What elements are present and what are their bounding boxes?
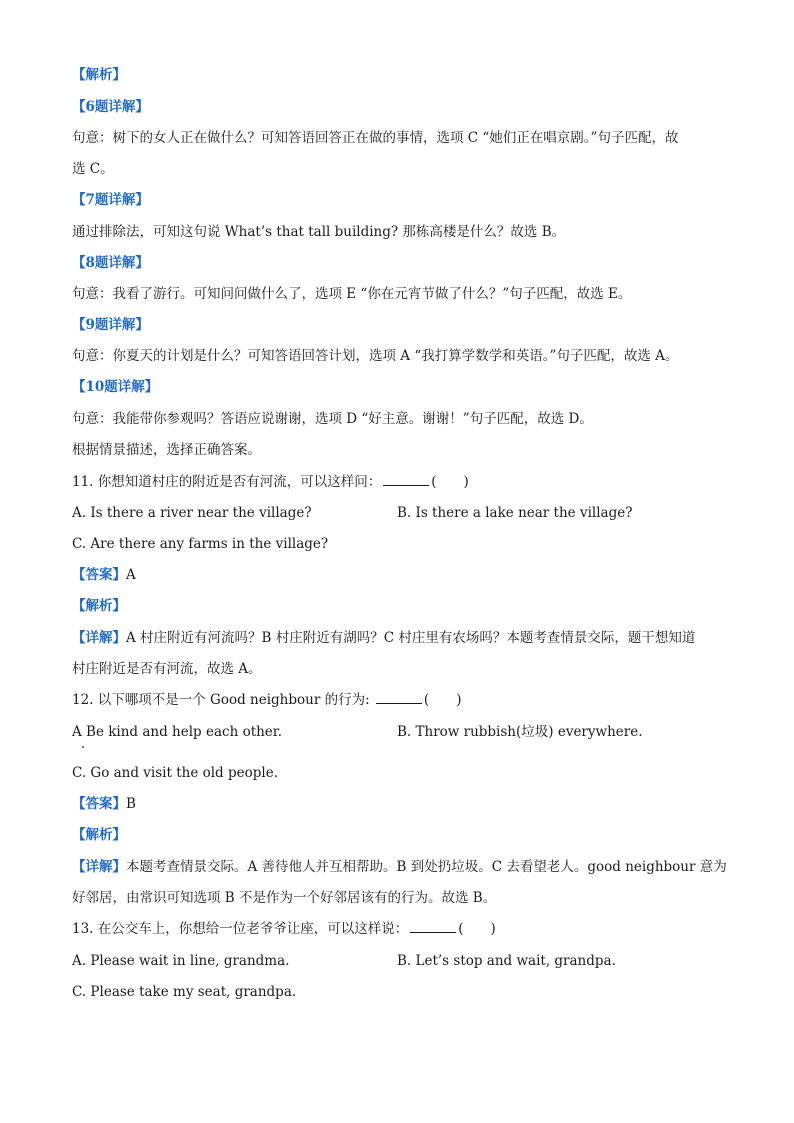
- q12-analysis-label: 【解析】: [72, 827, 126, 843]
- q11-detail-label: 【详解】: [72, 630, 126, 646]
- q7-explanation: 通过排除法，可知这句说 What’s that tall building? 那栋高楼是什么？故选 B。: [72, 224, 566, 240]
- q12-detail-label: 【详解】: [72, 859, 126, 875]
- q12-answer: [72, 795, 136, 813]
- q11-option-a: A. Is there a river near the village?: [72, 505, 312, 521]
- q10-detail-label: 【10题详解】: [72, 379, 159, 395]
- q11-answer-value: A: [126, 567, 136, 583]
- q12-option-a: A Be kind and help each other.: [72, 724, 283, 740]
- q12-parentheses: ( ): [423, 692, 462, 708]
- q11-answer: [72, 566, 136, 584]
- q6-explanation-line1: 句意：树下的女人正在做什么？可知答语回答正在做的事情，选项 C “她们正在唱京剧。”句子匹配，故: [72, 130, 679, 146]
- q8-detail-label: 【8题详解】: [72, 255, 149, 271]
- q11-detail-line2: 村庄附近是否有河流，故选 A。: [72, 661, 262, 677]
- q11-detail-line1: [72, 629, 695, 647]
- q11-option-c: C. Are there any farms in the village?: [72, 536, 329, 552]
- q13-answer-blank: [410, 920, 456, 933]
- q13-option-b: B. Let’s stop and wait, grandpa.: [397, 953, 616, 969]
- q11-detail-text1: A 村庄附近有河流吗？B 村庄附近有湖吗？C 村庄里有农场吗？本题考查情景交际，题干想知道: [126, 630, 696, 646]
- q12-detail-text1: 本题考查情景交际。A 善待他人并互相帮助。B 到处扔垃圾。C 去看望老人。good neighbour 意为: [126, 859, 727, 875]
- q12-option-c: C. Go and visit the old people.: [72, 765, 278, 781]
- stray-dot: [82, 746, 84, 748]
- q8-explanation: 句意：我看了游行。可知问问做什么了，选项 E “你在元宵节做了什么？”句子匹配，故选 E。: [72, 286, 632, 302]
- q9-detail-label: 【9题详解】: [72, 317, 149, 333]
- q12-stem: [72, 691, 461, 709]
- q7-detail-label: 【7题详解】: [72, 192, 149, 208]
- q12-answer-blank: [376, 691, 422, 704]
- analysis-label: 【解析】: [72, 67, 126, 83]
- q13-stem-text: 13. 在公交车上，你想给一位老爷爷让座，可以这样说：: [72, 921, 409, 937]
- q11-answer-blank: [383, 473, 429, 486]
- q13-stem: [72, 920, 496, 938]
- q6-detail-label: 【6题详解】: [72, 99, 149, 115]
- q10-explanation: 句意：我能带你参观吗？答语应说谢谢，选项 D “好主意。谢谢！”句子匹配，故选 D。: [72, 411, 593, 427]
- q11-option-b: B. Is there a lake near the village?: [397, 505, 633, 521]
- q12-option-b: B. Throw rubbish(垃圾) everywhere.: [397, 724, 643, 740]
- q9-explanation: 句意：你夏天的计划是什么？可知答语回答计划，选项 A “我打算学数学和英语。”句子匹配，故选 A。: [72, 348, 679, 364]
- q12-detail-line1: [72, 858, 727, 876]
- q11-analysis-label: 【解析】: [72, 598, 126, 614]
- q13-parentheses: ( ): [458, 921, 496, 937]
- section-instruction: 根据情景描述，选择正确答案。: [72, 442, 261, 458]
- q11-stem-text: 11. 你想知道村庄的附近是否有河流，可以这样问：: [72, 474, 382, 490]
- q13-option-a: A. Please wait in line, grandma.: [72, 953, 290, 969]
- q12-detail-line2: 好邻居，由常识可知选项 B 不是作为一个好邻居该有的行为。故选 B。: [72, 890, 497, 906]
- q12-answer-value: B: [126, 796, 136, 812]
- q11-stem: [72, 473, 469, 491]
- q11-answer-label: 【答案】: [72, 567, 126, 583]
- q6-explanation-line2: 选 C。: [72, 161, 114, 177]
- q13-option-c: C. Please take my seat, grandpa.: [72, 984, 297, 1000]
- q12-stem-text: 12. 以下哪项不是一个 Good neighbour 的行为:: [72, 692, 374, 708]
- q11-parentheses: ( ): [431, 474, 469, 490]
- q12-answer-label: 【答案】: [72, 796, 126, 812]
